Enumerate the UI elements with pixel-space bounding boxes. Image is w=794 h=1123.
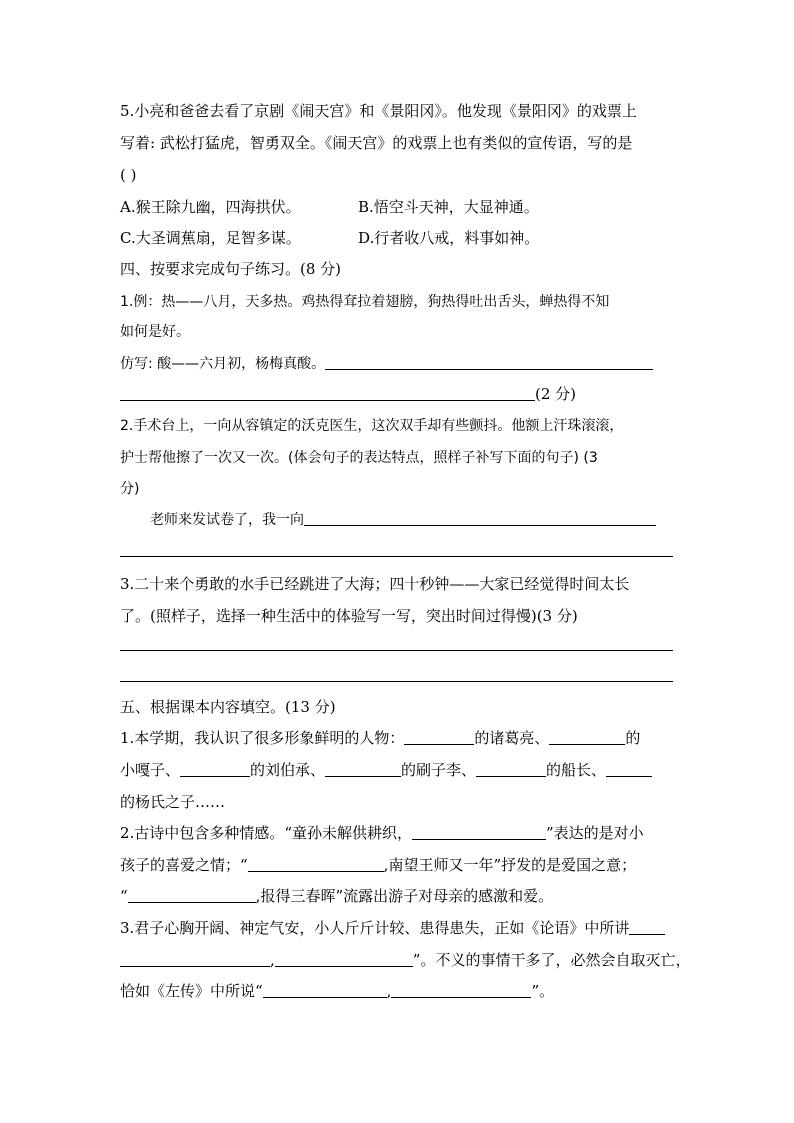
s4-q1-answer-blank-1[interactable]	[325, 354, 653, 370]
section5-title: 五、根据课本内容填空。(13 分)	[120, 698, 336, 716]
s5-q1-line-3: 的杨氏之子……	[120, 793, 226, 811]
s5-q1-blank-6[interactable]	[606, 761, 652, 777]
s5-q2-blank-3[interactable]	[128, 887, 256, 903]
s5-q1-text-c: 的	[625, 729, 641, 747]
s5-q3-blank-3[interactable]	[263, 982, 387, 998]
s5-q1-line-1	[120, 728, 640, 748]
s4-q1-answer-line-2	[120, 384, 576, 404]
s4-q1-answer-blank-2[interactable]	[120, 385, 535, 401]
s5-q3-text-a: 3.君子心胸开阔、神定气安，小人斤斤计较、患得患失，正如《论语》中所讲	[120, 919, 630, 937]
s5-q2-text-a: 2.古诗中包含多种情感。“童孙未解供耕织，	[120, 824, 412, 842]
s4-q1-prompt-line	[120, 354, 653, 374]
q5-option-a: A.猴王除九幽，四海拱伏。	[120, 198, 301, 216]
q5-line-2: 写着: 武松打猛虎，智勇双全。《闹天宫》的戏票上也有类似的宣传语，写的是	[120, 134, 633, 152]
s5-q2-text-d: ,南望王师又一年”抒发的是爱国之意；	[383, 856, 637, 874]
s4-q3-answer-blank-1[interactable]	[120, 650, 673, 651]
s4-q3-line-1: 3.二十来个勇敢的水手已经跳进了大海；四十秒钟——大家已经觉得时间太长	[120, 575, 630, 593]
s5-q1-text-a: 1.本学期，我认识了很多形象鲜明的人物：	[120, 729, 405, 747]
s4-q2-line-3: 分)	[120, 481, 140, 497]
s5-q3-blank-1b[interactable]	[120, 951, 270, 967]
s5-q2-blank-2[interactable]	[248, 856, 384, 872]
s4-q2-answer-blank-2[interactable]	[120, 556, 673, 557]
s5-q3-blank-4[interactable]	[391, 982, 531, 998]
s5-q3-text-b: ,	[270, 951, 275, 969]
s4-q2-answer-blank-1[interactable]	[304, 510, 656, 526]
s5-q1-blank-1[interactable]	[404, 729, 474, 745]
s5-q2-text-f: ,报得三春晖”流露出游子对母亲的感激和爱。	[255, 887, 554, 905]
s5-q2-blank-1[interactable]	[412, 824, 546, 840]
s5-q2-text-c: 孩子的喜爱之情；“	[120, 856, 248, 874]
s4-q1-score: (2 分)	[535, 385, 577, 403]
s5-q2-line-3	[120, 886, 553, 906]
s5-q1-text-b: 的诸葛亮、	[474, 729, 550, 747]
s5-q3-blank-1a[interactable]	[629, 919, 665, 935]
s5-q2-line-1	[120, 823, 644, 843]
s5-q1-blank-5[interactable]	[476, 761, 546, 777]
s4-q2-prompt: 老师来发试卷了，我一向	[150, 512, 304, 528]
s5-q1-text-g: 的船长、	[546, 761, 607, 779]
s5-q1-line-2	[120, 760, 652, 780]
s4-q1-line-1: 1.例：热——八月，天多热。鸡热得耷拉着翅膀，狗热得吐出舌头，蝉热得不知	[120, 294, 610, 310]
q5-line-1: 5.小亮和爸爸去看了京剧《闹天宫》和《景阳冈》。他发现《景阳冈》的戏票上	[120, 102, 637, 120]
s4-q2-prompt-line	[150, 510, 656, 530]
s5-q2-text-b: ”表达的是对小	[545, 824, 644, 842]
s5-q3-line-3	[120, 981, 554, 1001]
s4-q2-line-2: 护士帮他擦了一次又一次。(体会句子的表达特点，照样子补写下面的句子) (3	[120, 450, 598, 466]
s5-q1-text-f: 的刷子李、	[401, 761, 477, 779]
s5-q3-line-2	[120, 950, 690, 970]
s5-q1-text-e: 的刘伯承、	[250, 761, 326, 779]
s4-q2-line-1: 2.手术台上，一向从容镇定的沃克医生，这次双手却有些颤抖。他额上汗珠滚滚，	[120, 418, 624, 434]
q5-options-row-2	[120, 228, 539, 248]
s5-q3-line-1	[120, 918, 665, 938]
section4-title: 四、按要求完成句子练习。(8 分)	[120, 260, 342, 278]
s4-q3-line-2: 了。(照样子，选择一种生活中的体验写一写，突出时间过得慢)(3 分)	[120, 607, 578, 625]
s5-q1-blank-2[interactable]	[549, 729, 625, 745]
q5-option-d: D.行者收八戒，料事如神。	[358, 229, 540, 247]
s4-q3-answer-blank-2[interactable]	[120, 681, 673, 682]
s4-q1-prompt: 仿写: 酸——六月初，杨梅真酸。	[120, 356, 326, 372]
s4-q1-line-2: 如何是好。	[120, 324, 190, 340]
q5-answer-paren: ( )	[120, 166, 137, 184]
s5-q1-blank-3[interactable]	[180, 761, 250, 777]
q5-options-row-1	[120, 197, 539, 217]
q5-option-c: C.大圣调蕉扇，足智多谋。	[120, 229, 301, 247]
s5-q2-text-e: “	[120, 887, 128, 905]
q5-option-b: B.悟空斗天神，大显神通。	[358, 198, 539, 216]
s5-q3-blank-2[interactable]	[275, 951, 413, 967]
s5-q1-blank-4[interactable]	[325, 761, 401, 777]
s5-q3-text-e: ,	[386, 982, 392, 1000]
s5-q3-text-c: ”。不义的事情干多了，必然会自取灭亡，	[412, 951, 691, 969]
s5-q1-text-d: 小嘎子、	[120, 761, 181, 779]
s5-q2-line-2	[120, 855, 636, 875]
s5-q3-text-f: ”。	[531, 982, 555, 1000]
s5-q3-text-d: 恰如《左传》中所说“	[120, 982, 263, 1000]
